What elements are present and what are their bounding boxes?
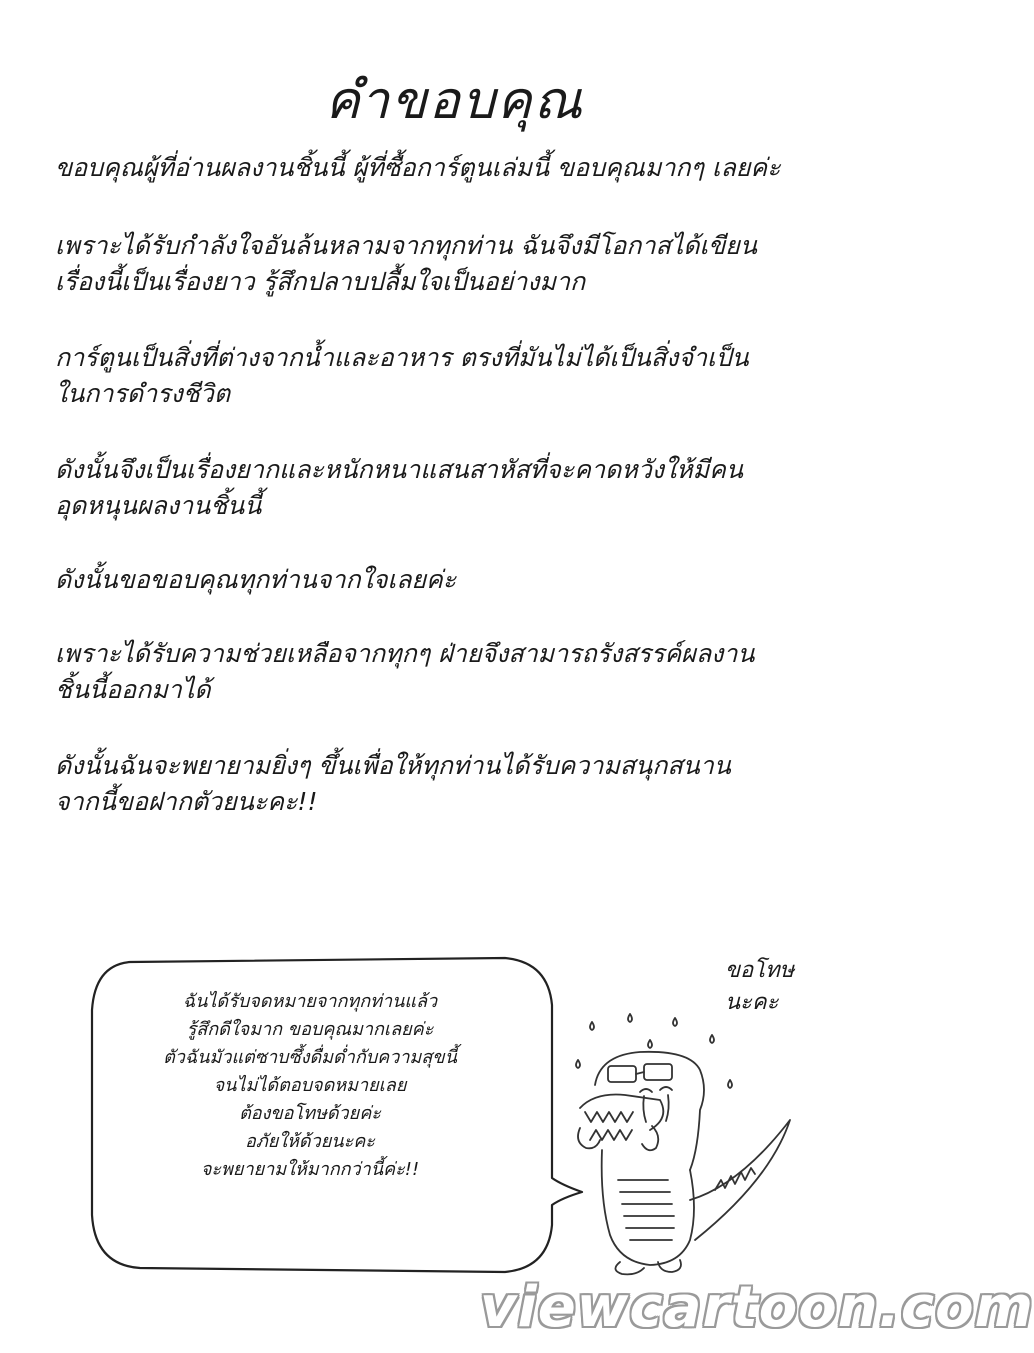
bubble-line: จะพยายามให้มากกว่านี้ค่ะ!! <box>200 1159 420 1180</box>
bubble-line: ตัวฉันมัวแต่ซาบซึ้งดื่มด่ำกับความสุขนี้ <box>163 1047 457 1068</box>
paragraph-line: อุดหนุนผลงานชิ้นนี้ <box>55 491 262 520</box>
paragraph-line: ดังนั้นฉันจะพยายามยิ่งๆ ขึ้นเพื่อให้ทุกท่านได้รับความสนุกสนาน <box>55 751 731 780</box>
apology-line: ขอโทษ <box>725 958 795 983</box>
paragraph-line: จากนี้ขอฝากตัวยนะคะ!! <box>55 787 318 816</box>
bubble-line: ต้องขอโทษด้วยค่ะ <box>239 1103 381 1124</box>
paragraph-line: เรื่องนี้เป็นเรื่องยาว รู้สึกปลาบปลื้มใจเป็นอย่างมาก <box>55 267 586 296</box>
paragraph-line: ชิ้นนี้ออกมาได้ <box>55 675 211 704</box>
crocodile-mascot-illustration <box>540 1000 810 1290</box>
bubble-line: อภัยให้ด้วยนะคะ <box>245 1131 375 1152</box>
paragraph-line: ดังนั้นขอขอบคุณทุกท่านจากใจเลยค่ะ <box>55 565 457 594</box>
watermark: viewcartoon.com <box>480 1275 1034 1340</box>
paragraph-line: ในการดำรงชีวิต <box>55 379 231 408</box>
paragraph-line: เพราะได้รับความช่วยเหลือจากทุกๆ ฝ่ายจึงสามารถรังสรรค์ผลงาน <box>55 639 755 668</box>
bubble-line: จนไม่ได้ตอบจดหมายเลย <box>213 1075 407 1096</box>
paragraph-line: ดังนั้นจึงเป็นเรื่องยากและหนักหนาแสนสาหัสที่จะคาดหวังให้มีคน <box>55 455 743 484</box>
bubble-line: ฉันได้รับจดหมายจากทุกท่านแล้ว <box>182 991 438 1012</box>
page-title: คำขอบคุณ <box>325 71 584 131</box>
paragraph-line: การ์ตูนเป็นสิ่งที่ต่างจากน้ำและอาหาร ตรงที่มันไม่ได้เป็นสิ่งจำเป็น <box>55 343 749 372</box>
paragraph-line: ขอบคุณผู้ที่อ่านผลงานชิ้นนี้ ผู้ที่ซื้อการ์ตูนเล่มนี้ ขอบคุณมากๆ เลยค่ะ <box>55 153 781 182</box>
bubble-line: รู้สึกดีใจมาก ขอบคุณมากเลยค่ะ <box>186 1019 434 1040</box>
paragraph-line: เพราะได้รับกำลังใจอันล้นหลามจากทุกท่าน ฉันจึงมีโอกาสได้เขียน <box>55 231 757 260</box>
apology-line: นะคะ <box>725 990 779 1015</box>
bubble-text <box>100 988 520 1184</box>
